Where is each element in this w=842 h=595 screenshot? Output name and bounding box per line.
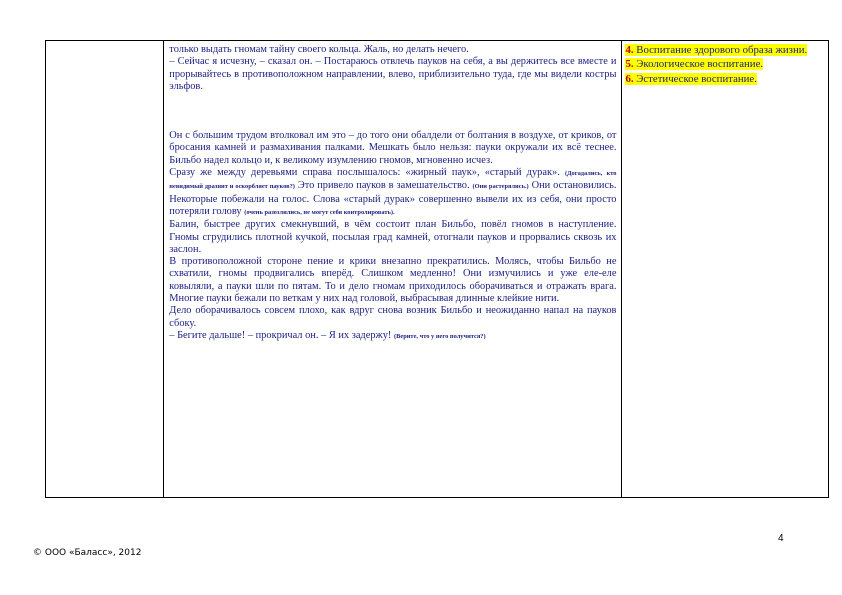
goals-cell (622, 41, 829, 498)
teacher-note: (Они растерялись.) (472, 183, 529, 191)
goal-item (625, 44, 807, 56)
story-text (164, 41, 621, 343)
goal-text: Эстетическое воспитание. (636, 72, 757, 85)
copyright: © ООО «Баласс», 2012 (33, 548, 142, 558)
goal-number: 5. (625, 58, 634, 71)
story-paragraph (169, 167, 616, 219)
story-paragraph: Дело оборачивалось совсем плохо, как вдруг снова возник Бильбо и неожиданно напал на пауков сбоку. (169, 305, 617, 329)
story-cell (164, 41, 622, 498)
story-text-run: – Бегите дальше! – прокричал он. – Я их задержу! (169, 329, 392, 341)
teacher-note: (Верите, что у него получится?) (393, 332, 486, 340)
goal-text: Экологическое воспитание. (636, 58, 764, 71)
story-paragraph: Балин, быстрее других смекнувший, в чём состоит план Бильбо, повёл гномов в наступление. Гномы сгрудились плотной кучкой, посылая град камней, отогнали пауков и прорвались сквозь их заслон. (169, 219, 617, 255)
lesson-table (45, 40, 829, 498)
teacher-note: (очень разозлились, не могут себя контролировать). (244, 208, 395, 216)
page-number: 4 (778, 533, 784, 544)
goal-number: 4. (625, 44, 634, 56)
story-paragraph: В противоположной стороне пение и крики внезапно прекратились. Молясь, чтобы Бильбо не схватили, гномы продвигались вперёд. Слишком медленно! Они измучились и уже еле-еле ковыляли, а пауки шли по пятам. То и дело гномам приходилось оборачиваться и отражать врага. Многие пауки бежали по веткам у них над головой, выбрасывая длинные клейкие нити. (169, 256, 617, 305)
goal-text: Воспитание здорового образа жизни. (636, 44, 808, 56)
goal-item (625, 58, 763, 70)
story-text-run: Это привело пауков в замешательство. (297, 180, 470, 192)
story-paragraph: Он с большим трудом втолковал им это – до того они обалдели от болтания в воздухе, от криков, от бросания камней и размахивания палками. Мешкать было нельзя: пауки окружали их всё теснее. Бильбо надел кольцо и, к великому изумлению гномов, мгновенно исчез. (169, 130, 617, 166)
story-paragraph: только выдать гномам тайну своего кольца. Жаль, но делать нечего. (169, 44, 469, 55)
story-text-run: Сразу же между деревьями справа послышалось: «жирный паук», «старый дурак». (169, 167, 560, 179)
goal-item (625, 73, 756, 85)
story-paragraph: – Сейчас я исчезну, – сказал он. – Постараюсь отвлечь пауков на себя, а вы держитесь все вместе и прорывайтесь в противоположном направлении, влево, приблизительно туда, где мы видели костры эльфов. (169, 56, 617, 92)
empty-cell (46, 41, 164, 498)
teacher-note: (Догадались, кто невидимый дразнит и оскорбляет пауков?) (169, 170, 617, 191)
table-row (46, 41, 829, 498)
goal-number: 6. (625, 72, 634, 85)
story-paragraph (169, 330, 616, 343)
story-text-run: Они остановились. Некоторые побежали на голос. Слова «старый дурак» совершенно вывели их из себя, они просто потеряли голову (169, 180, 617, 217)
paragraph-gap (169, 93, 616, 130)
goals-list (622, 41, 828, 86)
